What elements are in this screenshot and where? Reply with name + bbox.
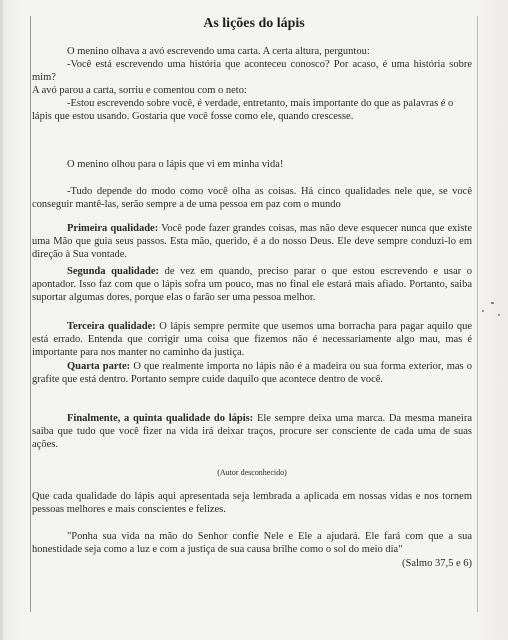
intro-line: A avó parou a carta, sorriu e comentou com o neto: — [32, 85, 247, 96]
intro-line: lápis que estou usando. Gostaria que você fosse como ele, quando crescesse. — [32, 111, 354, 122]
quality-5 — [32, 412, 472, 451]
quality-1 — [32, 222, 472, 261]
quality-2 — [32, 265, 472, 304]
quality-4-label: Quarta parte: — [67, 361, 131, 372]
quality-4-text: O que realmente importa no lápis não é a madeira ou sua forma exterior, mas o grafite que está dentro. Portanto sempre cuide daquilo que acontece dentro de você. — [32, 361, 472, 385]
quality-4 — [32, 360, 472, 386]
psalm-citation: (Salmo 37,5 e 6) — [402, 558, 472, 569]
intro-paragraph — [32, 45, 472, 123]
intro-line: O menino olhava a avó escrevendo uma carta. A certa altura, perguntou: — [67, 46, 370, 57]
quality-3 — [32, 320, 472, 359]
closing-paragraph: Que cada qualidade do lápis aqui apresentada seja lembrada a aplicada em nossas vidas e nos tornem pessoas melhores e mais conscientes e felizes. — [32, 491, 472, 515]
page-title: As lições do lápis — [203, 16, 305, 31]
boy-looked-paragraph: O menino olhou para o lápis que vi em minha vida! — [67, 159, 284, 170]
quality-1-text: Você pode fazer grandes coisas, mas não deve esquecer nunca que existe uma Mão que guia seus passos. Esta mão, querido, é a do nosso Deus. Ele deve sempre conduzi-lo em direção à Sua vontade. — [32, 223, 472, 260]
intro-line: -Você está escrevendo uma história que aconteceu conosco? Por acaso, é uma história sobre mim? — [32, 59, 472, 83]
quality-5-label: Finalmente, a quinta qualidade do lápis: — [67, 413, 254, 424]
scan-shadow-edge — [0, 0, 3, 640]
intro-line: -Estou escrevendo sobre você, é verdade, entretanto, mais importante do que as palavras é o — [67, 98, 454, 109]
five-qualities-paragraph: -Tudo depende do modo como você olha as coisas. Há cinco qualidades nele que, se você conseguir mantê-las, serão sempre a de uma pessoa em paz com o mundo — [32, 186, 472, 210]
quality-2-text: de vez em quando, preciso parar o que estou escrevendo e usar o apontador. Isso faz com que o lápis sofra um pouco, mas no final ele estará mais afiado. Portanto, saiba suportar algumas dores, porque elas o farão ser uma pessoa melhor. — [32, 266, 473, 303]
quality-1-label: Primeira qualidade: — [67, 223, 159, 234]
author-note: (Autor desconhecido) — [217, 468, 287, 477]
quality-2-label: Segunda qualidade: — [67, 266, 159, 277]
quality-5-text: Ele sempre deixa uma marca. Da mesma maneira saiba que tudo que você fizer na vida irá deixar traços, procure ser consciente de cada uma de suas ações. — [32, 413, 473, 450]
quality-3-label: Terceira qualidade: — [67, 321, 156, 332]
scan-specks — [478, 296, 504, 320]
quality-3-text: O lápis sempre permite que usemos uma borracha para pagar aquilo que está errado. Entenda que corrigir uma coisa que fizemos não é necessariamente algo mau, mas é importante para nos manter no caminho da justiça. — [32, 321, 473, 358]
psalm-quote: "Ponha sua vida na mão do Senhor confie Nele e Ele a ajudará. Ele fará com que a sua honestidade seja como a luz e com a justiça de sua causa brilhe como o sol do meio dia" — [32, 531, 472, 555]
